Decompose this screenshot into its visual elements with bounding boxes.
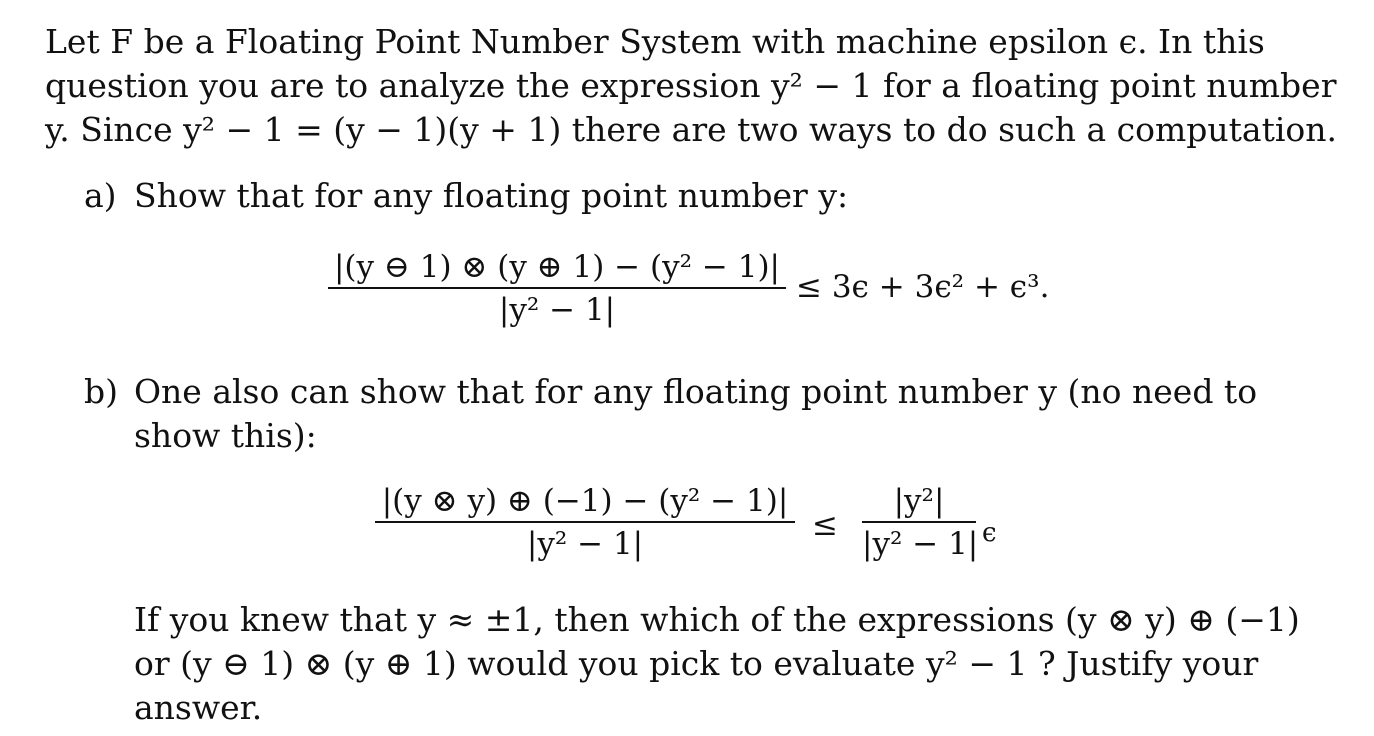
part-b-rhs-denominator: |y² − 1| xyxy=(862,526,979,562)
part-a-denominator: |y² − 1| xyxy=(498,292,616,328)
part-b-denominator: |y² − 1| xyxy=(526,526,644,562)
fraction-bar xyxy=(862,521,976,523)
intro-line-1: Let F be a Floating Point Number System with machine epsilon ϵ. In this xyxy=(45,22,1265,61)
part-a-fraction xyxy=(328,248,786,329)
question-line-1: If you knew that y ≈ ±1, then which of the expressions (y ⊗ y) ⊕ (−1) xyxy=(134,600,1300,639)
question-line-3: answer. xyxy=(134,688,263,727)
intro-line-3: y. Since y² − 1 = (y − 1)(y + 1) there are two ways to do such a computation. xyxy=(45,110,1338,149)
part-b-rhs-fraction xyxy=(862,482,979,563)
part-b-label: b) xyxy=(84,372,118,411)
part-a-text: Show that for any floating point number y: xyxy=(134,176,849,215)
part-b-epsilon: ϵ xyxy=(982,518,997,548)
fraction-bar xyxy=(375,521,795,523)
question-line-2: or (y ⊖ 1) ⊗ (y ⊕ 1) would you pick to evaluate y² − 1 ? Justify your xyxy=(134,644,1259,683)
fraction-bar xyxy=(328,287,786,289)
part-b-text-line-2: show this): xyxy=(134,416,317,455)
part-a-label: a) xyxy=(84,176,117,215)
intro-line-2: question you are to analyze the expression y² − 1 for a floating point number xyxy=(45,66,1337,105)
part-a-bound: ≤ 3ϵ + 3ϵ² + ϵ³. xyxy=(796,269,1050,305)
part-b-numerator: |(y ⊗ y) ⊕ (−1) − (y² − 1)| xyxy=(381,483,789,519)
part-b-text-line-1: One also can show that for any floating point number y (no need to xyxy=(134,372,1258,411)
part-b-relation: ≤ xyxy=(812,507,838,543)
part-a-numerator: |(y ⊖ 1) ⊗ (y ⊕ 1) − (y² − 1)| xyxy=(333,249,780,285)
part-b-fraction xyxy=(375,482,795,563)
part-b-rhs-numerator: |y²| xyxy=(893,483,945,519)
